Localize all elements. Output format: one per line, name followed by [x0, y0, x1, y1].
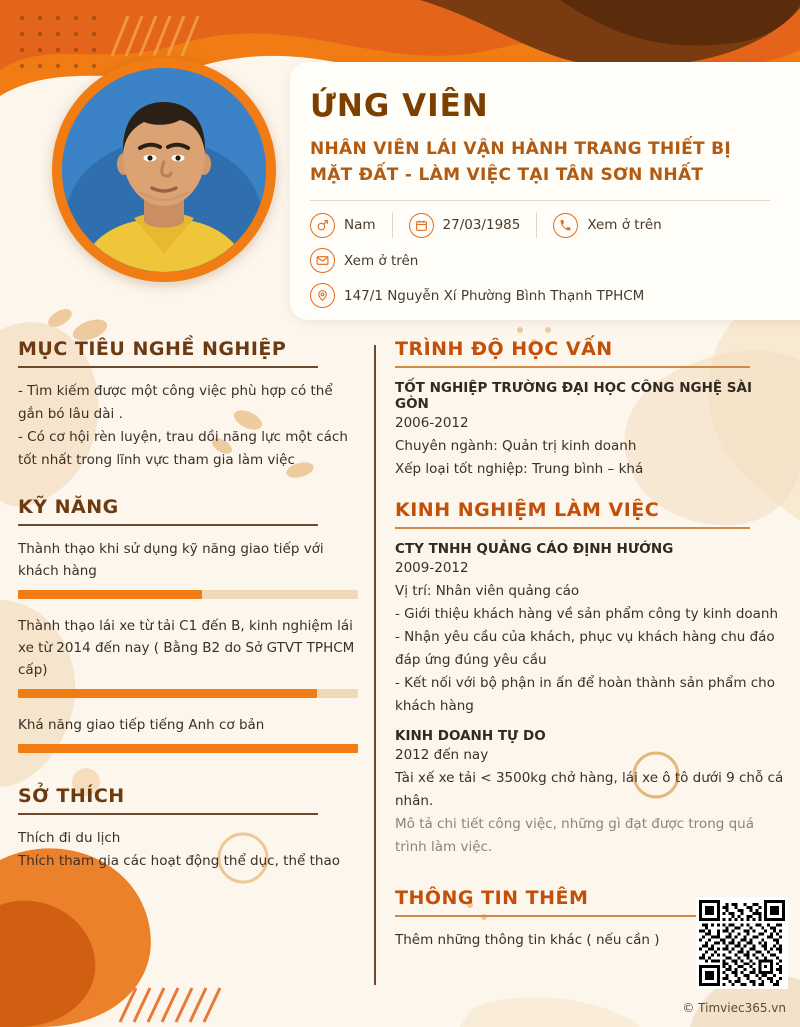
candidate-role — [310, 136, 780, 188]
avatar — [52, 58, 276, 282]
section-education — [395, 338, 785, 481]
email-icon — [310, 248, 335, 273]
objective-line-2: - Có cơ hội rèn luyện, trau dồi năng lực một cách tốt nhất trong lĩnh vực tham gia làm việc — [18, 429, 348, 468]
job-description-placeholder: Mô tả chi tiết công việc, những gì đạt được trong quá trình làm việc. — [395, 816, 755, 855]
calendar-icon — [409, 213, 434, 238]
skill-item — [18, 615, 358, 698]
gender-icon — [310, 213, 335, 238]
footer-copyright: © Timviec365.vn — [682, 1001, 786, 1015]
birthday-value: 27/03/1985 — [442, 217, 521, 233]
gender-value: Nam — [344, 217, 376, 233]
skills-rule — [18, 524, 318, 526]
job-position: Tài xế xe tải < 3500kg chở hàng, lái xe ô tô dưới 9 chỗ cá nhân. — [395, 770, 784, 809]
contact-separator — [392, 212, 393, 238]
header-divider — [310, 200, 770, 201]
role-line-1: NHÂN VIÊN LÁI VẬN HÀNH TRANG THIẾT BỊ — [310, 139, 732, 159]
experience-rule — [395, 527, 750, 529]
job-company: KINH DOANH TỰ DO — [395, 728, 546, 744]
address-value: 147/1 Nguyễn Xí Phường Bình Thạnh TPHCM — [344, 287, 645, 304]
qr-code — [696, 897, 788, 989]
hobbies-title: SỞ THÍCH — [18, 785, 125, 807]
experience-job — [395, 728, 785, 859]
contact-row-3 — [310, 283, 790, 308]
phone-value: Xem ở trên — [587, 217, 662, 233]
job-company: CTY TNHH QUẢNG CÁO ĐỊNH HƯỚNG — [395, 541, 674, 557]
skill-item — [18, 714, 358, 753]
left-column — [18, 338, 358, 873]
job-position: Vị trí: Nhân viên quảng cáo — [395, 583, 580, 599]
skills-title: KỸ NĂNG — [18, 496, 119, 518]
education-school: TỐT NGHIỆP TRƯỜNG ĐẠI HỌC CÔNG NGHỆ SÀI GÒN — [395, 380, 752, 412]
job-duty: - Giới thiệu khách hàng về sản phẩm công ty kinh doanh — [395, 606, 779, 622]
section-hobbies — [18, 785, 358, 873]
contact-address — [310, 283, 644, 308]
contact-separator-2 — [536, 212, 537, 238]
job-duty: - Nhận yêu cầu của khách, phục vụ khách hàng chu đáo đáp ứng đúng yêu cầu — [395, 629, 775, 668]
education-major: Chuyên ngành: Quản trị kinh doanh — [395, 438, 637, 454]
more-info-title: THÔNG TIN THÊM — [395, 887, 589, 909]
avatar-photo — [62, 68, 266, 272]
education-grade: Xếp loại tốt nghiệp: Trung bình – khá — [395, 461, 644, 477]
skill-bar — [18, 744, 358, 753]
contact-gender — [310, 213, 376, 238]
candidate-name: ỨNG VIÊN — [310, 88, 489, 124]
skill-item — [18, 538, 358, 599]
skill-label: Thành thạo khi sử dụng kỹ năng giao tiếp với khách hàng — [18, 541, 324, 579]
right-column — [395, 338, 785, 952]
skill-label: Thành thạo lái xe từ tải C1 đến B, kinh nghiệm lái xe từ 2014 đến nay ( Bằng B2 do Sở GTVT TPHCM cấp) — [18, 618, 355, 678]
objective-title: MỤC TIÊU NGHỀ NGHIỆP — [18, 338, 287, 360]
column-divider — [374, 345, 376, 985]
skill-label: Khá năng giao tiếp tiếng Anh cơ bản — [18, 717, 265, 733]
section-skills — [18, 496, 358, 753]
hobbies-rule — [18, 813, 318, 815]
contact-info — [310, 212, 790, 318]
contact-row-2 — [310, 248, 790, 273]
job-duty: - Kết nối với bộ phận in ấn để hoàn thành sản phẩm cho khách hàng — [395, 675, 775, 714]
phone-icon — [553, 213, 578, 238]
objective-rule — [18, 366, 318, 368]
hobby-item: Thích tham gia các hoạt động thể dục, thể thao — [18, 853, 341, 869]
skill-bar — [18, 590, 358, 599]
experience-title: KINH NGHIỆM LÀM VIỆC — [395, 499, 660, 521]
contact-phone — [553, 213, 661, 238]
email-value: Xem ở trên — [344, 252, 419, 269]
more-info-text: Thêm những thông tin khác ( nếu cần ) — [395, 932, 660, 948]
contact-email — [310, 248, 418, 273]
education-years: 2006-2012 — [395, 415, 469, 431]
objective-line-1: - Tìm kiếm được một công việc phù hợp có thể gắn bó lâu dài . — [18, 383, 333, 422]
contact-row-1 — [310, 212, 790, 238]
contact-birthday — [409, 213, 521, 238]
job-years: 2009-2012 — [395, 560, 469, 576]
job-years: 2012 đến nay — [395, 747, 489, 763]
education-title: TRÌNH ĐỘ HỌC VẤN — [395, 338, 613, 360]
education-rule — [395, 366, 750, 368]
section-experience — [395, 499, 785, 859]
role-line-2: MẶT ĐẤT - LÀM VIỆC TẠI TÂN SƠN NHẤT — [310, 165, 704, 185]
experience-job — [395, 541, 785, 718]
section-objective — [18, 338, 358, 472]
location-icon — [310, 283, 335, 308]
hobby-item: Thích đi du lịch — [18, 830, 121, 846]
skill-bar — [18, 689, 358, 698]
